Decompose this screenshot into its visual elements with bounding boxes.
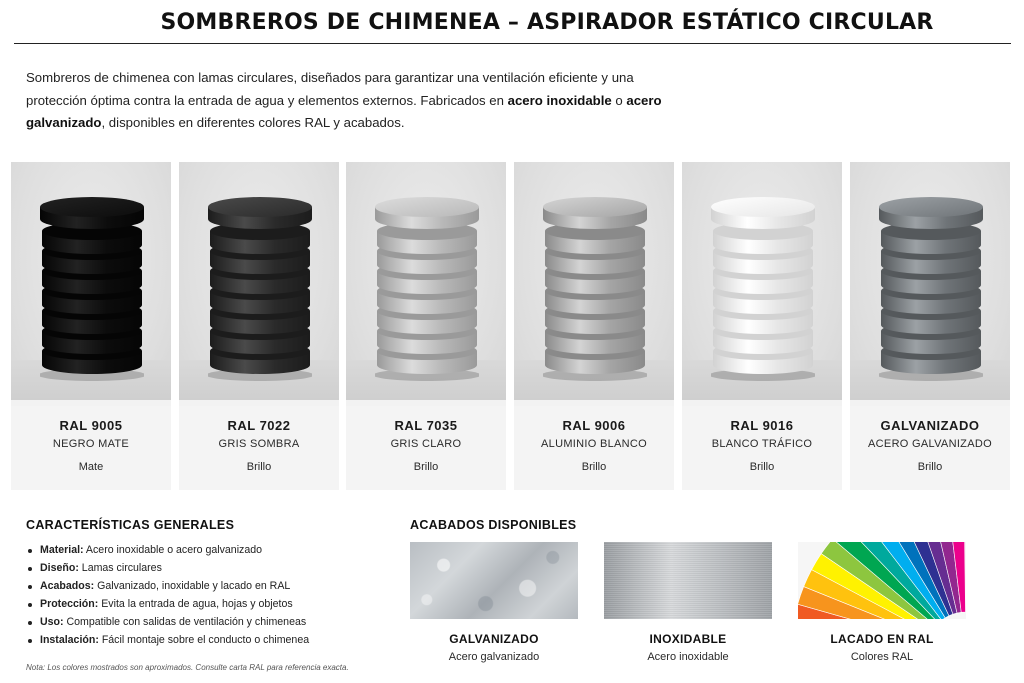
- title-divider: [14, 43, 1011, 44]
- features-list: [26, 542, 309, 649]
- color-name: BLANCO TRÁFICO: [711, 438, 813, 450]
- feature-item: [26, 560, 309, 578]
- finish-galvanizado: [410, 542, 578, 663]
- galvanized-swatch: [410, 542, 578, 619]
- intro-bold-2: acero galvanizado: [26, 92, 662, 130]
- chimney-cap-image: [543, 195, 647, 381]
- ral-code: GALVANIZADO: [880, 418, 980, 433]
- product-card: [346, 162, 506, 490]
- product-info: [179, 406, 339, 490]
- cap-top: [40, 197, 144, 217]
- product-photo: [11, 162, 171, 400]
- ral-code: RAL 7022: [227, 418, 291, 433]
- intro-paragraph: [26, 67, 666, 135]
- product-info: [514, 406, 674, 490]
- finish-type: Mate: [78, 461, 104, 473]
- feature-value: Evita la entrada de agua, hojas y objetos: [98, 597, 293, 610]
- footnote: Nota: Los colores mostrados son aproximados. Consulte carta RAL para referencia exacta.: [26, 663, 349, 672]
- finish-type: Brillo: [581, 461, 607, 473]
- feature-value: Compatible con salidas de ventilación y chimeneas: [63, 615, 307, 628]
- feature-value: Fácil montaje sobre el conducto o chimenea: [98, 633, 310, 646]
- finish-type: Brillo: [749, 461, 775, 473]
- finish-sublabel: Acero inoxidable: [647, 651, 729, 663]
- ral-code: RAL 9006: [562, 418, 626, 433]
- feature-key: Diseño:: [40, 561, 79, 574]
- stainless-swatch: [604, 542, 772, 619]
- product-card: [179, 162, 339, 490]
- chimney-cap-image: [208, 195, 312, 381]
- cap-top: [208, 197, 312, 217]
- intro-text-3: , disponibles en diferentes colores RAL y acabados.: [101, 115, 405, 130]
- chimney-cap-image: [711, 195, 815, 381]
- ral-code: RAL 7035: [394, 418, 458, 433]
- cap-top: [543, 197, 647, 217]
- color-name: NEGRO MATE: [52, 438, 130, 450]
- product-info: [11, 406, 171, 490]
- product-photo: [179, 162, 339, 400]
- feature-key: Protección:: [40, 597, 99, 610]
- cap-top: [375, 197, 479, 217]
- feature-value: Galvanizado, inoxidable y lacado en RAL: [94, 579, 291, 592]
- feature-key: Material:: [40, 544, 84, 556]
- product-photo: [346, 162, 506, 400]
- feature-item: [26, 578, 309, 596]
- feature-item: [26, 542, 309, 560]
- finish-label: INOXIDABLE: [649, 632, 727, 646]
- finish-lacado: [798, 542, 966, 663]
- intro-text-2: o: [611, 92, 627, 108]
- product-photo: [682, 162, 842, 400]
- finish-type: Brillo: [246, 461, 272, 473]
- product-info: [346, 406, 506, 490]
- cap-top: [879, 197, 983, 217]
- features-title: CARACTERÍSTICAS GENERALES: [26, 518, 235, 532]
- product-photo: [514, 162, 674, 400]
- chimney-cap-image: [40, 195, 144, 381]
- chimney-cap-image: [879, 195, 983, 381]
- finish-inoxidable: [604, 542, 772, 663]
- product-cards: [11, 162, 1013, 490]
- product-card: [682, 162, 842, 490]
- finish-type: Brillo: [917, 461, 943, 473]
- feature-item: [26, 596, 309, 614]
- product-card: [11, 162, 171, 490]
- feature-value: Acero inoxidable o acero galvanizado: [83, 544, 263, 556]
- finish-sublabel: Acero galvanizado: [448, 651, 540, 663]
- finishes-title: ACABADOS DISPONIBLES: [410, 518, 577, 532]
- feature-value: Lamas circulares: [78, 561, 162, 574]
- finish-sublabel: Colores RAL: [850, 651, 914, 663]
- color-name: ALUMINIO BLANCO: [541, 438, 647, 450]
- cap-top: [711, 197, 815, 217]
- product-info: [682, 406, 842, 490]
- ral-color-fan-swatch: [798, 542, 966, 619]
- color-name: GRIS SOMBRA: [218, 438, 300, 450]
- chimney-cap-image: [375, 195, 479, 381]
- product-card: [850, 162, 1010, 490]
- product-photo: [850, 162, 1010, 400]
- feature-item: [26, 614, 309, 632]
- finish-label: LACADO EN RAL: [830, 632, 934, 646]
- ral-code: RAL 9016: [730, 418, 794, 433]
- feature-key: Uso:: [40, 615, 64, 628]
- intro-text-1: Sombreros de chimenea con lamas circulares, diseñados para garantizar una ventilación eficiente y una protección óptima contra la entrada de agua y elementos externos. Fabricados en: [26, 70, 634, 108]
- color-name: ACERO GALVANIZADO: [868, 438, 992, 450]
- finish-type: Brillo: [413, 461, 439, 473]
- page-title: SOMBREROS DE CHIMENEA – ASPIRADOR ESTÁTICO CIRCULAR: [160, 10, 934, 35]
- color-fan-image: [798, 542, 966, 619]
- product-card: [514, 162, 674, 490]
- finish-label: GALVANIZADO: [449, 632, 539, 646]
- ral-code: RAL 9005: [59, 418, 123, 433]
- product-info: [850, 406, 1010, 490]
- feature-key: Instalación:: [40, 633, 99, 646]
- color-name: GRIS CLARO: [390, 438, 462, 450]
- intro-bold-1: acero inoxidable: [507, 92, 612, 108]
- feature-item: [26, 632, 309, 650]
- feature-key: Acabados:: [40, 579, 95, 592]
